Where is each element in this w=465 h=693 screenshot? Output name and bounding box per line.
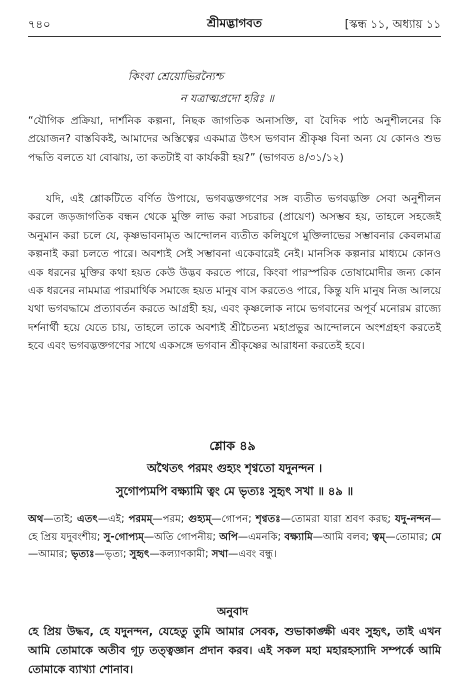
sloka-line-1: অথৈতৎ পরমং গুহ্যং শৃণ্বতো যদুনন্দন । (146, 461, 323, 475)
synonym-meaning: —অতি গোপনীয়; (143, 531, 220, 543)
synonym-meaning: —এমনকি; (237, 531, 285, 543)
sloka-title: শ্লোক ৪৯ (209, 438, 256, 453)
synonym-word: বক্ষ্যামি (284, 531, 313, 543)
synonym-meaning: —তোমরা যারা শ্রবণ করছ; (280, 514, 396, 525)
purport-paragraph-1: “যৌগিক প্রক্রিয়া, দার্শনিক কল্পনা, নিছক জাগতিক অনাসক্তি, বা বৈদিক পাঠ অনুশীলনের কি প্রয়োজন? বাস্তবিকই, আমাদের অস্তিত্বের একমাত্র উৎস ভগবান শ্রীকৃষ্ণ বিনা অন্য যে কোনও শুভ পদ্ধতি বলতে যা বোঝায়, তা কতটাই বা কার্যকরী হয়?” (ভাগবত ৪/৩১/১২) (28, 115, 441, 164)
synonym-meaning: —তোমার; (385, 531, 432, 543)
purport-paragraph-2: যদি, এই শ্লোকটিতে বর্ণিত উপায়ে, ভগবদ্ভক্তগণের সঙ্গ ব্যতীত ভগবদ্ভক্তি সেবা অনুশীলন করলে জড়জাগতিক বন্ধন থেকে মুক্তি লাভ করা সচরাচর (প্রায়েণ) অসম্ভব হয়, তাহলে সহজেই অনুমান করা চলে যে, কৃষ্ণভাবনামৃত আন্দোলন ব্যতীত কলিযুগে মুক্তিলাভের সম্ভাবনার কেবলমাত্র কল্পনাই করা চলতে পারে। অবশ্যই সেই সম্ভাবনা একেবারেই নেই। মানসিক কল্পনার মাধ্যমে কোনও এক ধরনের মুক্তির কথা হয়ত কেউ উদ্ভব করতে পারে, কিংবা পারস্পরিক তোষামোদীর জন্য কোন এক ধরনের নামমাত্র পারমার্থিক সমাজে হয়ত মানুষ বাস করতেও পারে, কিন্তু যদি মানুষ নিজ আলয়ে যথা ভগবদ্ধামে প্রত্যাবর্তন করতে আগ্রহী হয়, এবং কৃষ্ণলোক নামে ভগবানের অপূর্ব মনোরম রাজ্যে দর্শনার্থী হয়ে যেতে চায়, তাহলে তাকে অবশ্যই শ্রীচৈতন্য মহাপ্রভুর আন্দোলনে অংশগ্রহণ করতেই হবে এবং ভগবদ্ভক্তগণের সাথে একসঙ্গে ভগবান শ্রীকৃষ্ণের আরাধনা করতেই হবে। (28, 193, 441, 353)
synonym-meaning: —ভৃত্য; (94, 549, 130, 561)
chapter-reference: [স্কন্ধ ১১, অধ্যায় ১১ (344, 17, 441, 31)
translation-title: অনুবাদ (216, 605, 249, 618)
synonym-meaning: —হে প্রিয় যদুবংশীয়; (28, 514, 441, 543)
synonym-meaning: —আমি বলব; (312, 531, 373, 543)
quoted-verse-line-2: ন যত্রাত্মপ্রদো হরিঃ ॥ (180, 92, 274, 105)
synonym-word: যদু-নন্দন (395, 514, 431, 525)
synonym-word: সুহৃৎ (129, 549, 150, 561)
synonym-word: শৃণ্বতঃ (255, 514, 281, 525)
book-title: শ্রীমদ্ভাগবত (206, 16, 262, 30)
synonym-word: অথ (28, 514, 44, 525)
translation-text: হে প্রিয় উদ্ধব, হে যদুনন্দন, যেহেতু তুমি আমার সেবক, শুভাকাঙ্ক্ষী এবং সুহৃৎ, তাই এখন আমি তোমাকে অতীব গূঢ় তত্ত্বজ্ঞান প্রদান করব। এই সকল মহা মহারহস্যাদি সম্পর্কে আমি তোমাকে ব্যাখ্যা শোনাব। (28, 625, 441, 676)
synonym-meaning: —গোপন; (211, 514, 256, 525)
synonym-meaning: —এই; (97, 514, 129, 525)
synonym-meaning: —কল্যাণকামী; (149, 549, 212, 561)
synonym-meaning: —আমার; (28, 549, 71, 561)
synonym-word: ভৃত্যঃ (70, 549, 95, 561)
synonym-word: গুহ্যম্ (188, 514, 212, 525)
synonym-word: পরমম্ (128, 514, 153, 525)
synonym-word: সু-গোপ্যম্ (103, 531, 144, 543)
page-header (28, 14, 441, 34)
word-synonyms (28, 511, 441, 564)
quoted-verse-line-1: কিংবা শ্রেয়োভিরন্যৈশ্চ (128, 70, 224, 83)
header-divider (28, 36, 441, 37)
synonym-word: মে (431, 531, 442, 543)
page-number: ৭৪০ (28, 17, 51, 31)
synonym-word: এতৎ (77, 514, 98, 525)
synonym-word: সখা (211, 549, 229, 561)
synonym-meaning: —এবং বন্ধু। (228, 549, 277, 561)
synonym-word: ত্বম্ (372, 531, 386, 543)
synonym-meaning: —পরম; (152, 514, 189, 525)
synonym-word: অপি (219, 531, 238, 543)
synonym-meaning: —তাই; (43, 514, 77, 525)
sloka-line-2: সুগোপ্যমপি বক্ষ্যামি ত্বং মে ভৃত্যঃ সুহৃৎ সখা ॥ ৪৯ ॥ (115, 484, 354, 498)
